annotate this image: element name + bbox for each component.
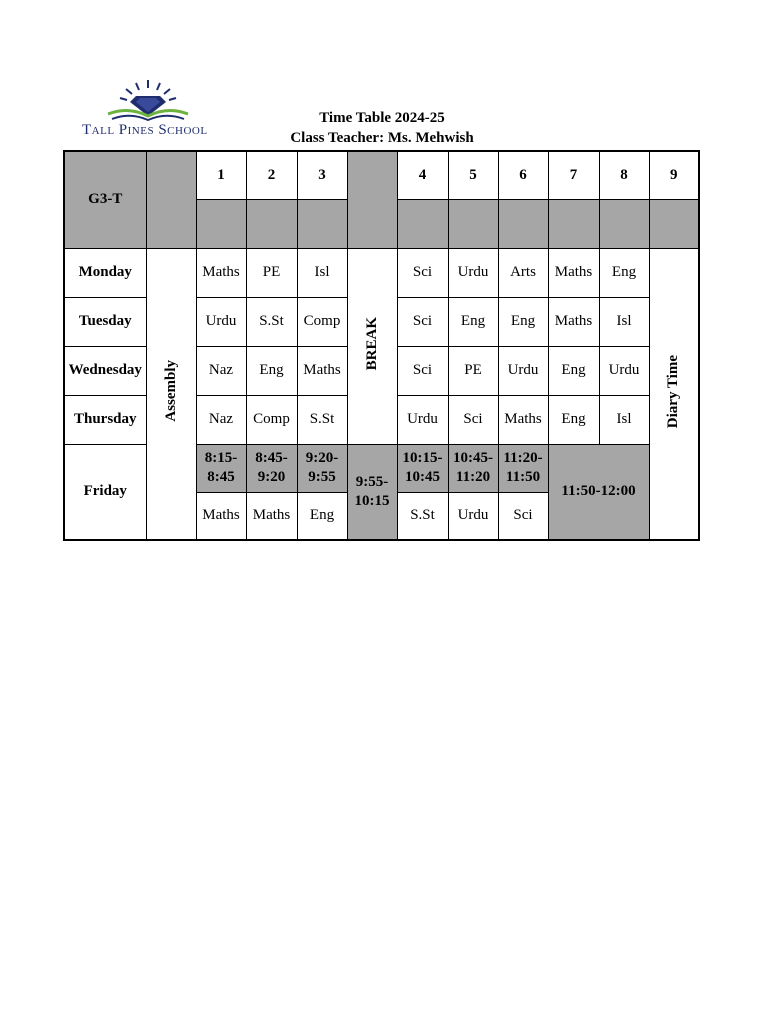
day-label: Thursday — [64, 395, 146, 444]
period-number: 9 — [649, 151, 699, 199]
break-header-cell — [347, 151, 397, 248]
day-label: Wednesday — [64, 346, 146, 395]
timetable — [63, 150, 700, 541]
subject-cell: Eng — [498, 297, 548, 346]
diary-label: Diary Time — [665, 354, 682, 428]
period-number: 8 — [599, 151, 649, 199]
friday-time — [498, 444, 548, 492]
subject-cell: Urdu — [498, 346, 548, 395]
time-text: 9:20- 9:55 — [305, 450, 339, 485]
period-time-cell — [297, 199, 347, 248]
subject-cell: Sci — [397, 297, 448, 346]
class-label: G3-T — [64, 151, 146, 248]
subject-cell: S.St — [297, 395, 347, 444]
subject-cell: Urdu — [397, 395, 448, 444]
subject-cell: Maths — [196, 248, 246, 297]
class-teacher: Class Teacher: Ms. Mehwish — [290, 130, 474, 146]
subject-cell: Urdu — [599, 346, 649, 395]
subject-cell: Maths — [196, 492, 246, 540]
period-number: 6 — [498, 151, 548, 199]
assembly-header-cell — [146, 151, 196, 248]
subject-cell: Urdu — [196, 297, 246, 346]
period-time-cell — [397, 199, 448, 248]
subject-cell: Urdu — [448, 248, 498, 297]
subject-cell: Isl — [297, 248, 347, 297]
break-label: BREAK — [363, 316, 380, 371]
subject-cell: Maths — [498, 395, 548, 444]
subject-cell: Isl — [599, 395, 649, 444]
subject-cell: Sci — [448, 395, 498, 444]
subject-cell: Sci — [397, 248, 448, 297]
friday-last-time: 11:50-12:00 — [548, 444, 649, 540]
period-number: 4 — [397, 151, 448, 199]
subject-cell: Comp — [246, 395, 297, 444]
break-cell — [347, 248, 397, 444]
period-time-cell — [448, 199, 498, 248]
assembly-label: Assembly — [162, 360, 179, 423]
subject-cell: Eng — [297, 492, 347, 540]
assembly-cell — [146, 248, 196, 540]
period-time-cell — [649, 199, 699, 248]
school-name: Tall Pines School — [82, 122, 208, 138]
subject-cell: Eng — [548, 395, 599, 444]
subject-cell: Eng — [448, 297, 498, 346]
friday-time — [246, 444, 297, 492]
subject-cell: Maths — [297, 346, 347, 395]
subject-cell: Maths — [548, 297, 599, 346]
subject-cell: Eng — [548, 346, 599, 395]
subject-cell: S.St — [246, 297, 297, 346]
period-number-row — [64, 151, 699, 199]
day-label: Friday — [64, 444, 146, 540]
subject-cell: Sci — [397, 346, 448, 395]
subject-cell: S.St — [397, 492, 448, 540]
period-time-cell — [599, 199, 649, 248]
friday-time — [397, 444, 448, 492]
subject-cell: Comp — [297, 297, 347, 346]
period-number: 3 — [297, 151, 347, 199]
period-time-cell — [246, 199, 297, 248]
subject-cell: Urdu — [448, 492, 498, 540]
time-text: 10:45- 11:20 — [453, 450, 493, 485]
time-text: 9:55- 10:15 — [354, 473, 390, 509]
school-emblem-icon — [78, 76, 218, 124]
period-number: 5 — [448, 151, 498, 199]
period-number: 7 — [548, 151, 599, 199]
period-time-cell — [498, 199, 548, 248]
diary-cell — [649, 248, 699, 540]
subject-cell: Naz — [196, 395, 246, 444]
subject-cell: Eng — [246, 346, 297, 395]
period-time-cell — [548, 199, 599, 248]
subject-cell: Eng — [599, 248, 649, 297]
subject-cell: Arts — [498, 248, 548, 297]
timetable-title: Time Table 2024-25 — [319, 110, 445, 126]
friday-time — [448, 444, 498, 492]
friday-break-time — [347, 444, 397, 540]
subject-cell: PE — [448, 346, 498, 395]
period-number: 2 — [246, 151, 297, 199]
time-text: 8:15- 8:45 — [204, 450, 238, 485]
period-time-cell — [196, 199, 246, 248]
period-number: 1 — [196, 151, 246, 199]
day-label: Monday — [64, 248, 146, 297]
time-text: 10:15- 10:45 — [402, 450, 443, 485]
time-text: 8:45- 9:20 — [255, 450, 288, 485]
school-logo — [78, 76, 218, 146]
subject-cell: Maths — [548, 248, 599, 297]
day-row-monday — [64, 248, 699, 297]
subject-cell: Naz — [196, 346, 246, 395]
subject-cell: Isl — [599, 297, 649, 346]
friday-time — [196, 444, 246, 492]
subject-cell: PE — [246, 248, 297, 297]
subject-cell: Maths — [246, 492, 297, 540]
day-label: Tuesday — [64, 297, 146, 346]
friday-time — [297, 444, 347, 492]
subject-cell: Sci — [498, 492, 548, 540]
time-text: 11:20- 11:50 — [503, 450, 543, 485]
